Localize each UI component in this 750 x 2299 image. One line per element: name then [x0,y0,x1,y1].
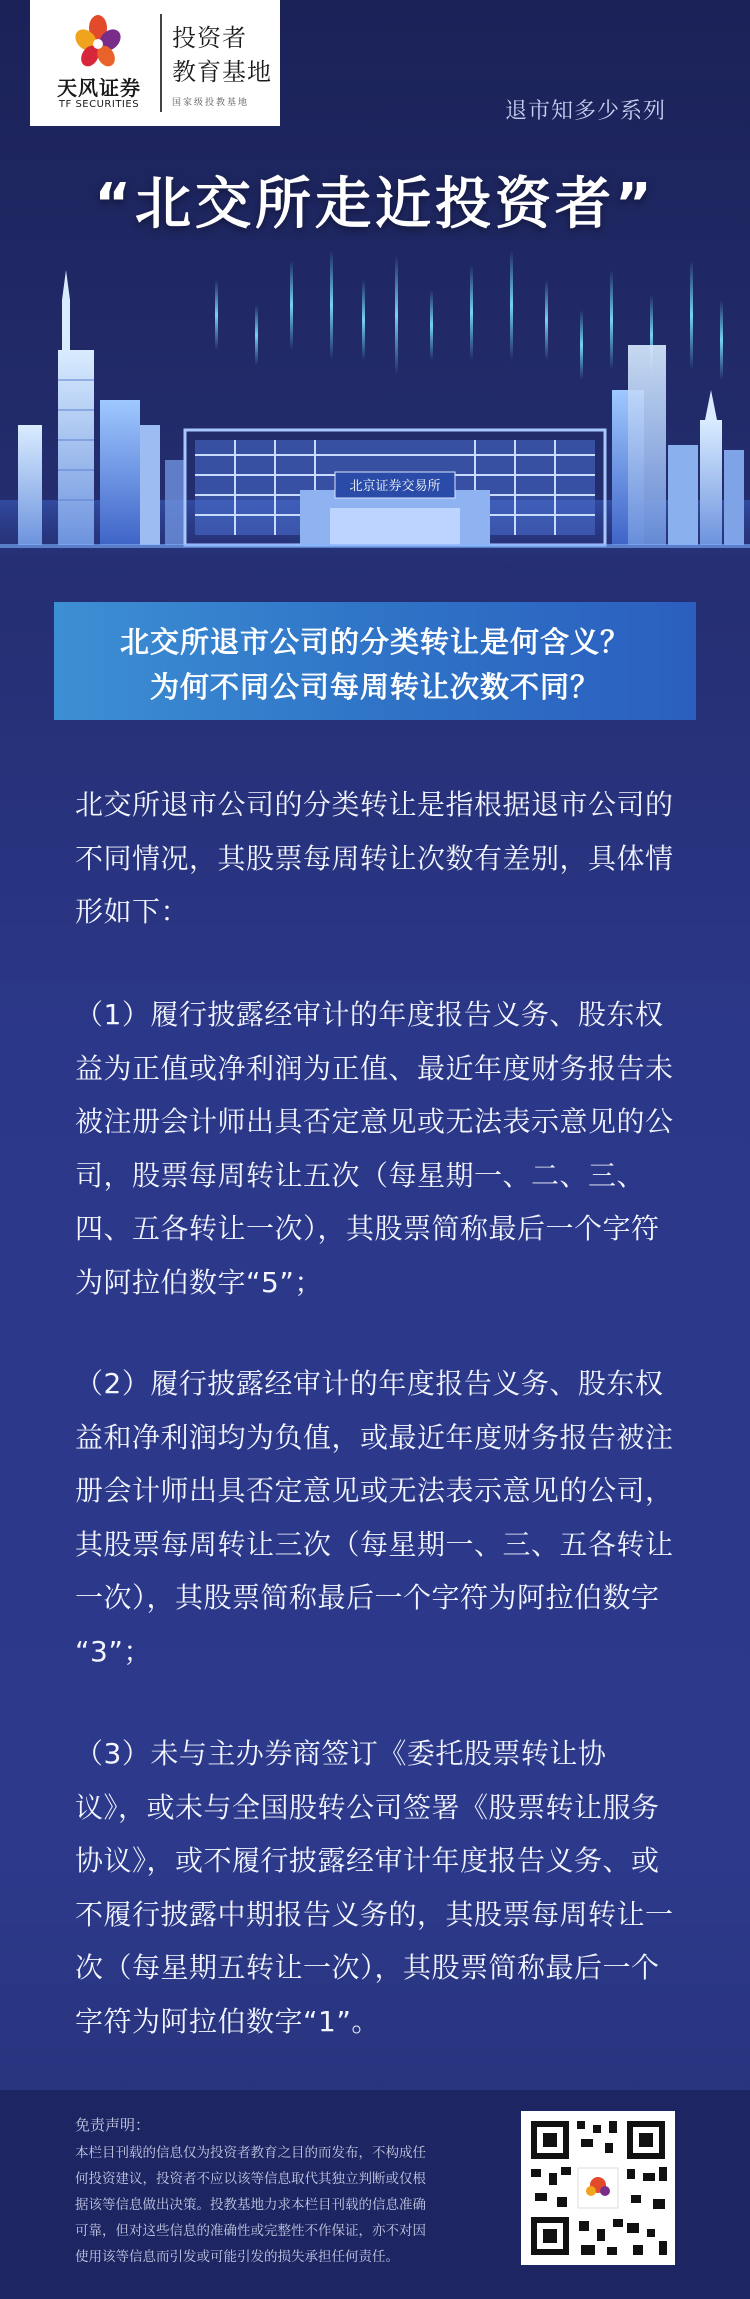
logo-subtitle-line3: 国家级投教基地 [172,98,250,108]
brand-name-cn: 天风证券 [57,76,141,100]
text-line: 益和净利润均为负值，或最近年度财务报告被注 [75,1420,674,1454]
text-line: （2）履行披露经审计的年度报告义务、股东权 [75,1367,664,1400]
text-line: 据该等信息做出决策。投教基地力求本栏目刊载的信息准确 [75,2197,426,2213]
text-line: 益为正值或净利润为正值、最近年度财务报告未 [75,1051,674,1085]
exchange-sign-text: 北京证券交易所 [349,479,441,494]
text-line: 字符为阿拉伯数字“1”。 [75,2004,380,2038]
text-line: 可靠，但对这些信息的准确性或完整性不作保证，亦不对因 [75,2223,426,2239]
logo-subtitle-line2: 教育基地 [172,58,272,86]
disclaimer-title: 免责声明： [75,2116,151,2134]
text-line: 为阿拉伯数字“5”； [75,1265,323,1299]
text-line: 不同情况，其股票每周转让次数有差别，具体情 [75,841,674,875]
text-line: 使用该等信息而引发或可能引发的损失承担任何责任。 [75,2249,399,2265]
qr-code-icon[interactable] [521,2111,675,2265]
series-label: 退市知多少系列 [504,99,666,124]
text-line: 司，股票每周转让五次（每星期一、二、三、 [75,1158,646,1192]
intro-paragraph [75,778,680,939]
item-2-paragraph [75,1357,680,1678]
item-1-paragraph [75,988,680,1309]
flower-logo-icon [48,14,148,74]
text-line: 北交所退市公司的分类转让是指根据退市公司的 [75,788,674,821]
city-skyline-illustration [0,250,750,570]
text-line: 四、五各转让一次），其股票简称最后一个字符 [75,1212,660,1245]
item-3-paragraph [75,1727,680,2048]
text-line: 次（每星期五转让一次），其股票简称最后一个 [75,1951,660,1984]
text-line: 何投资建议，投资者不应以该等信息取代其独立判断或仅根 [75,2171,426,2187]
text-line: （1）履行披露经审计的年度报告义务、股东权 [75,998,664,1031]
question-line-1: 北交所退市公司的分类转让是何含义？ [119,625,630,659]
text-line: （3）未与主办券商签订《委托股票转让协 [75,1737,607,1770]
logo-subtitle-line1: 投资者 [172,24,247,52]
text-line: 议》，或未与全国股转公司签署《股票转让服务 [75,1790,660,1824]
brand-logo [30,0,280,126]
text-line: “3”； [75,1634,152,1668]
text-line: 一次），其股票简称最后一个字符为阿拉伯数字 [75,1581,660,1614]
text-line: 本栏目刊载的信息仅为投资者教育之目的而发布，不构成任 [75,2145,426,2161]
question-banner [54,602,696,720]
page-title: “北交所走近投资者” [94,172,656,237]
disclaimer-text [75,2140,533,2270]
question-line-2: 为何不同公司每周转让次数不同？ [149,670,600,704]
text-line: 被注册会计师出具否定意见或无法表示意见的公 [75,1105,674,1138]
text-line: 协议》，或不履行披露经审计年度报告义务、或 [75,1844,660,1877]
logo-divider [160,14,162,112]
text-line: 不履行披露中期报告义务的，其股票每周转让一 [75,1897,674,1931]
brand-name-en: TF SECURITIES [58,99,140,110]
text-line: 其股票每周转让三次（每星期一、三、五各转让 [75,1527,674,1561]
text-line: 册会计师出具否定意见或无法表示意见的公司， [75,1474,674,1507]
text-line: 形如下： [75,895,190,928]
